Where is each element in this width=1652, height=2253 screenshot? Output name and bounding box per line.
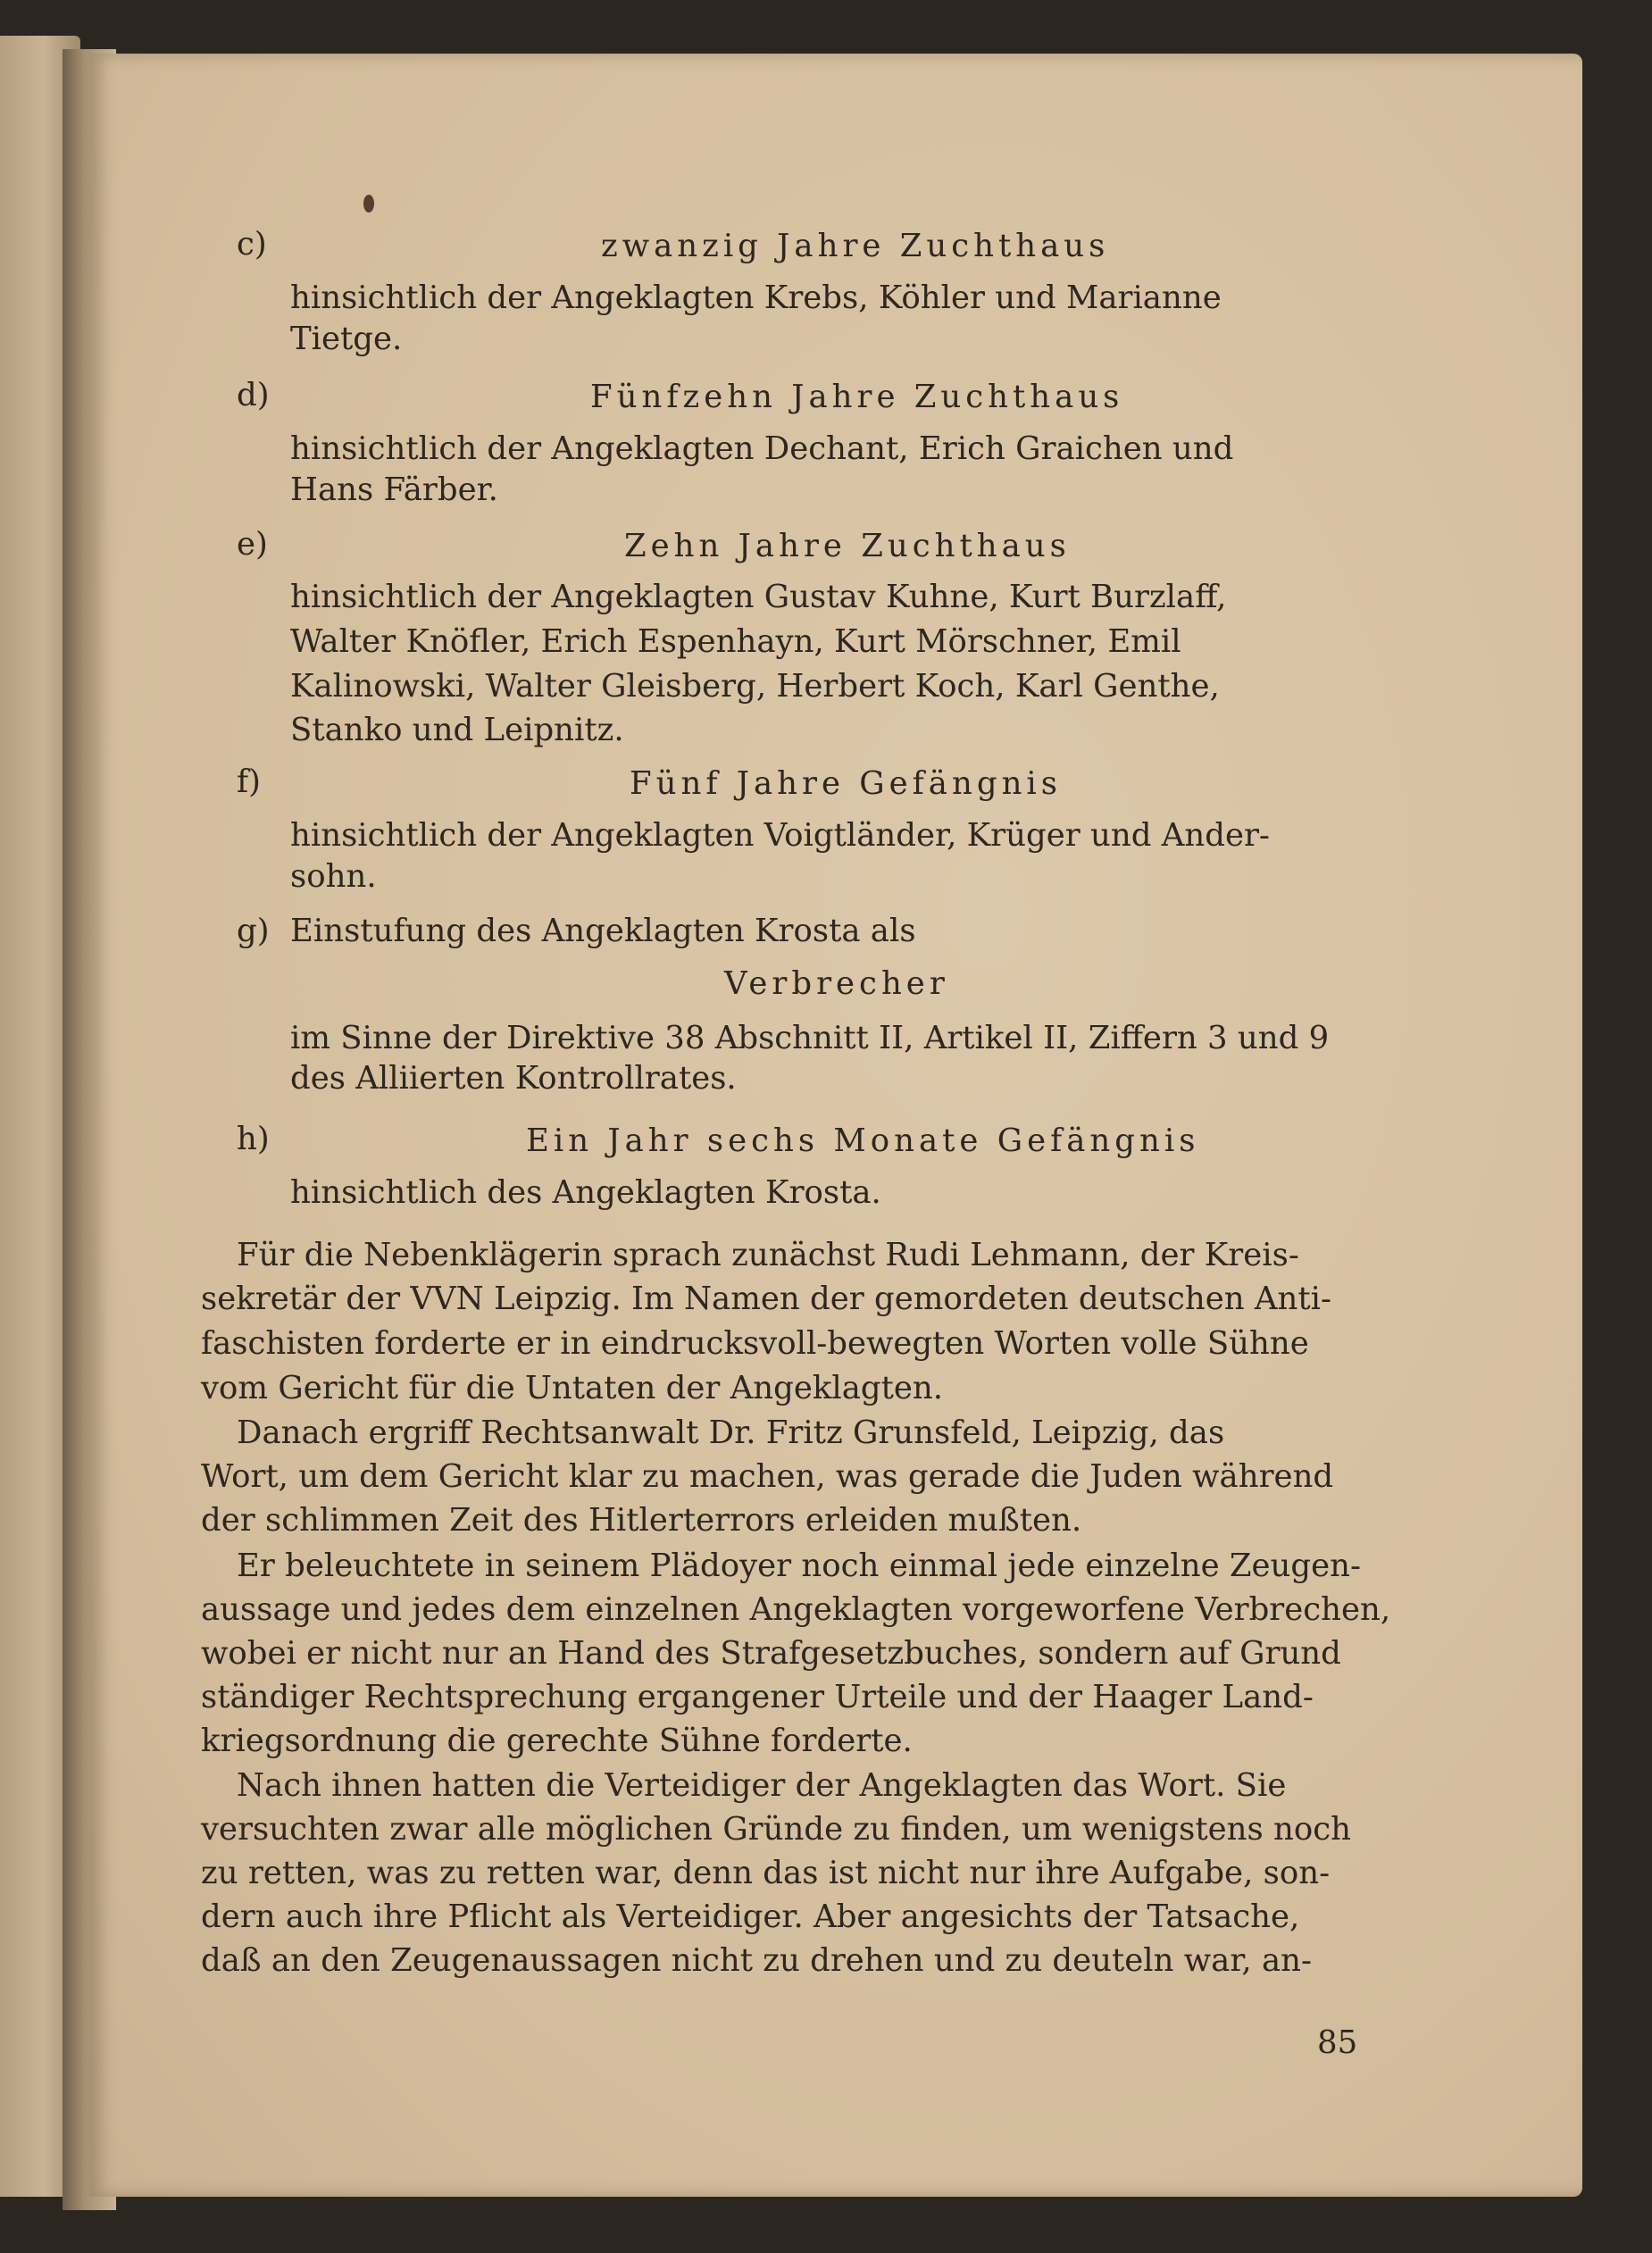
paragraph-line: zu retten, was zu retten war, denn das ist nicht nur ihre Aufgabe, son- bbox=[201, 1855, 1331, 1891]
paragraph-line: Nach ihnen hatten die Verteidiger der Angeklagten das Wort. Sie bbox=[237, 1767, 1287, 1804]
item-line: hinsichtlich des Angeklagten Krosta. bbox=[290, 1174, 881, 1211]
paragraph-line: kriegsordnung die gerechte Sühne forderte. bbox=[201, 1723, 913, 1759]
paragraph-line: wobei er nicht nur an Hand des Strafgesetzbuches, sondern auf Grund bbox=[201, 1635, 1341, 1672]
paragraph-line: dern auch ihre Pflicht als Verteidiger. Aber angesichts der Tatsache, bbox=[201, 1898, 1300, 1935]
item-marker: d) bbox=[237, 377, 270, 413]
item-marker: h) bbox=[237, 1121, 270, 1157]
item-marker: f) bbox=[237, 764, 261, 800]
item-heading: Fünfzehn Jahre Zuchthaus bbox=[590, 379, 1124, 415]
item-marker: e) bbox=[237, 526, 268, 563]
item-heading: Verbrecher bbox=[724, 965, 949, 1002]
item-marker: c) bbox=[237, 226, 267, 263]
item-heading: zwanzig Jahre Zuchthaus bbox=[601, 228, 1110, 264]
item-marker: g) bbox=[237, 913, 270, 949]
item-line: Kalinowski, Walter Gleisberg, Herbert Koch, Karl Genthe, bbox=[290, 668, 1220, 705]
page-number: 85 bbox=[1317, 2024, 1358, 2061]
paragraph-line: sekretär der VVN Leipzig. Im Namen der gemordeten deutschen Anti- bbox=[201, 1281, 1332, 1317]
item-intro: Einstufung des Angeklagten Krosta als bbox=[290, 913, 916, 949]
item-line: des Alliierten Kontrollrates. bbox=[290, 1060, 737, 1097]
paragraph-line: Danach ergriff Rechtsanwalt Dr. Fritz Grunsfeld, Leipzig, das bbox=[237, 1414, 1225, 1451]
item-line: Hans Färber. bbox=[290, 471, 498, 508]
item-heading: Ein Jahr sechs Monate Gefängnis bbox=[526, 1122, 1200, 1159]
item-line: hinsichtlich der Angeklagten Dechant, Erich Graichen und bbox=[290, 430, 1234, 467]
item-line: Stanko und Leipnitz. bbox=[290, 712, 624, 748]
item-heading: Fünf Jahre Gefängnis bbox=[630, 765, 1062, 802]
paragraph-line: aussage und jedes dem einzelnen Angeklagten vorgeworfene Verbrechen, bbox=[201, 1591, 1391, 1628]
paragraph-line: ständiger Rechtsprechung ergangener Urteile und der Haager Land- bbox=[201, 1679, 1314, 1715]
paragraph-line: der schlimmen Zeit des Hitlerterrors erleiden mußten. bbox=[201, 1502, 1082, 1539]
item-line: hinsichtlich der Angeklagten Voigtländer, Krüger und Ander- bbox=[290, 817, 1270, 854]
item-line: hinsichtlich der Angeklagten Krebs, Köhler und Marianne bbox=[290, 280, 1222, 316]
item-line: im Sinne der Direktive 38 Abschnitt II, Artikel II, Ziffern 3 und 9 bbox=[290, 1020, 1330, 1056]
paragraph-line: vom Gericht für die Untaten der Angeklagten. bbox=[201, 1370, 944, 1406]
paragraph-line: Wort, um dem Gericht klar zu machen, was gerade die Juden während bbox=[201, 1458, 1334, 1495]
item-heading: Zehn Jahre Zuchthaus bbox=[624, 528, 1071, 564]
paragraph-line: Für die Nebenklägerin sprach zunächst Rudi Lehmann, der Kreis- bbox=[237, 1237, 1299, 1273]
item-line: Tietge. bbox=[290, 321, 403, 357]
item-line: Walter Knöfler, Erich Espenhayn, Kurt Mörschner, Emil bbox=[290, 623, 1181, 660]
paragraph-line: faschisten forderte er in eindrucksvoll-bewegten Worten volle Sühne bbox=[201, 1325, 1309, 1362]
paragraph-line: daß an den Zeugenaussagen nicht zu drehen und zu deuteln war, an- bbox=[201, 1942, 1312, 1979]
item-line: sohn. bbox=[290, 858, 377, 895]
paragraph-line: Er beleuchtete in seinem Plädoyer noch einmal jede einzelne Zeugen- bbox=[237, 1548, 1362, 1584]
item-line: hinsichtlich der Angeklagten Gustav Kuhne, Kurt Burzlaff, bbox=[290, 579, 1227, 615]
paragraph-line: versuchten zwar alle möglichen Gründe zu finden, um wenigstens noch bbox=[201, 1811, 1351, 1848]
